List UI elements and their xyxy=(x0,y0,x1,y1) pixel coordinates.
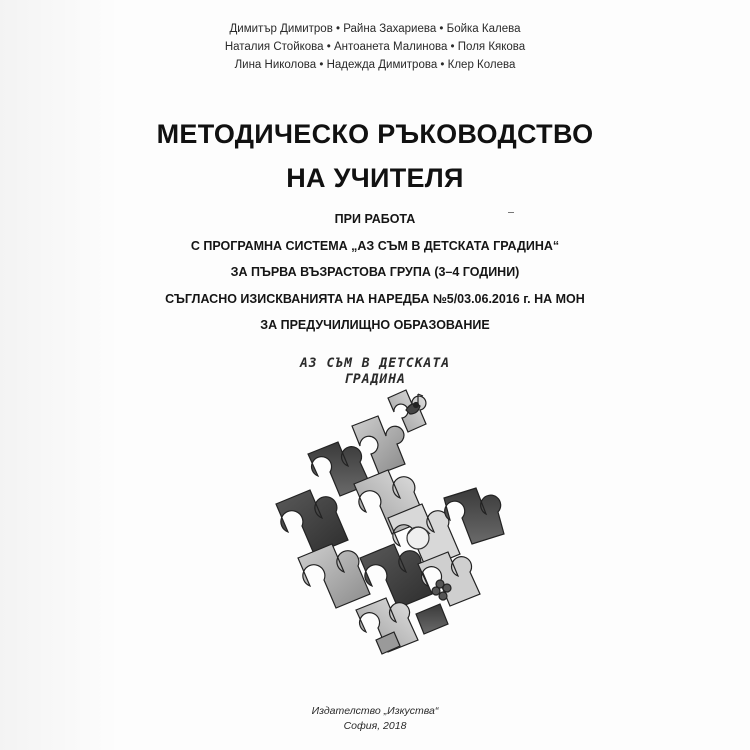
publisher-block xyxy=(0,704,750,734)
book-subtitle xyxy=(0,206,750,339)
subtitle-line-1: ПРИ РАБОТА xyxy=(334,212,416,226)
logo-line-2: ГРАДИНА xyxy=(344,372,406,387)
authors-line-1: Димитър Димитров • Райна Захариева • Бойка Калева xyxy=(229,23,521,35)
subtitle-line-4: СЪГЛАСНО ИЗИСКВАНИЯТА НА НАРЕДБА №5/03.06.2016 г. НА МОН xyxy=(165,291,585,306)
puzzle-piece-right xyxy=(444,488,504,544)
authors-line-2: Наталия Стойкова • Антоанета Малинова • Поля Кякова xyxy=(224,41,526,53)
title-line-2: НА УЧИТЕЛЯ xyxy=(286,163,464,193)
authors-line-3: Лина Николова • Надежда Димитрова • Клер Колева xyxy=(234,59,516,71)
puzzle-piece-grapes xyxy=(418,552,480,606)
subtitle-line-3: ЗА ПЪРВА ВЪЗРАСТОВА ГРУПА (3–4 ГОДИНИ) xyxy=(230,265,520,279)
publisher-place-year: София, 2018 xyxy=(343,720,407,732)
series-logo-text xyxy=(0,356,750,388)
title-line-1: МЕТОДИЧЕСКО РЪКОВОДСТВО xyxy=(156,119,594,149)
puzzle-piece-mid-left xyxy=(298,544,370,608)
publisher-name: Издателство „Изкуства“ xyxy=(311,705,439,717)
subtitle-line-5: ЗА ПРЕДУЧИЛИЩНО ОБРАЗОВАНИЕ xyxy=(260,318,490,332)
puzzle-piece-center-left xyxy=(276,490,348,554)
subtitle-line-2: С ПРОГРАМНА СИСТЕМА „АЗ СЪМ В ДЕТСКАТА ГРАДИНА“ xyxy=(190,238,560,253)
puzzle-piece-lower-right xyxy=(416,604,448,634)
book-title xyxy=(0,112,750,200)
logo-line-1: АЗ СЪМ В ДЕТСКАТА xyxy=(299,356,451,371)
puzzle-pieces-icon xyxy=(268,388,508,658)
authors-block xyxy=(0,20,750,74)
